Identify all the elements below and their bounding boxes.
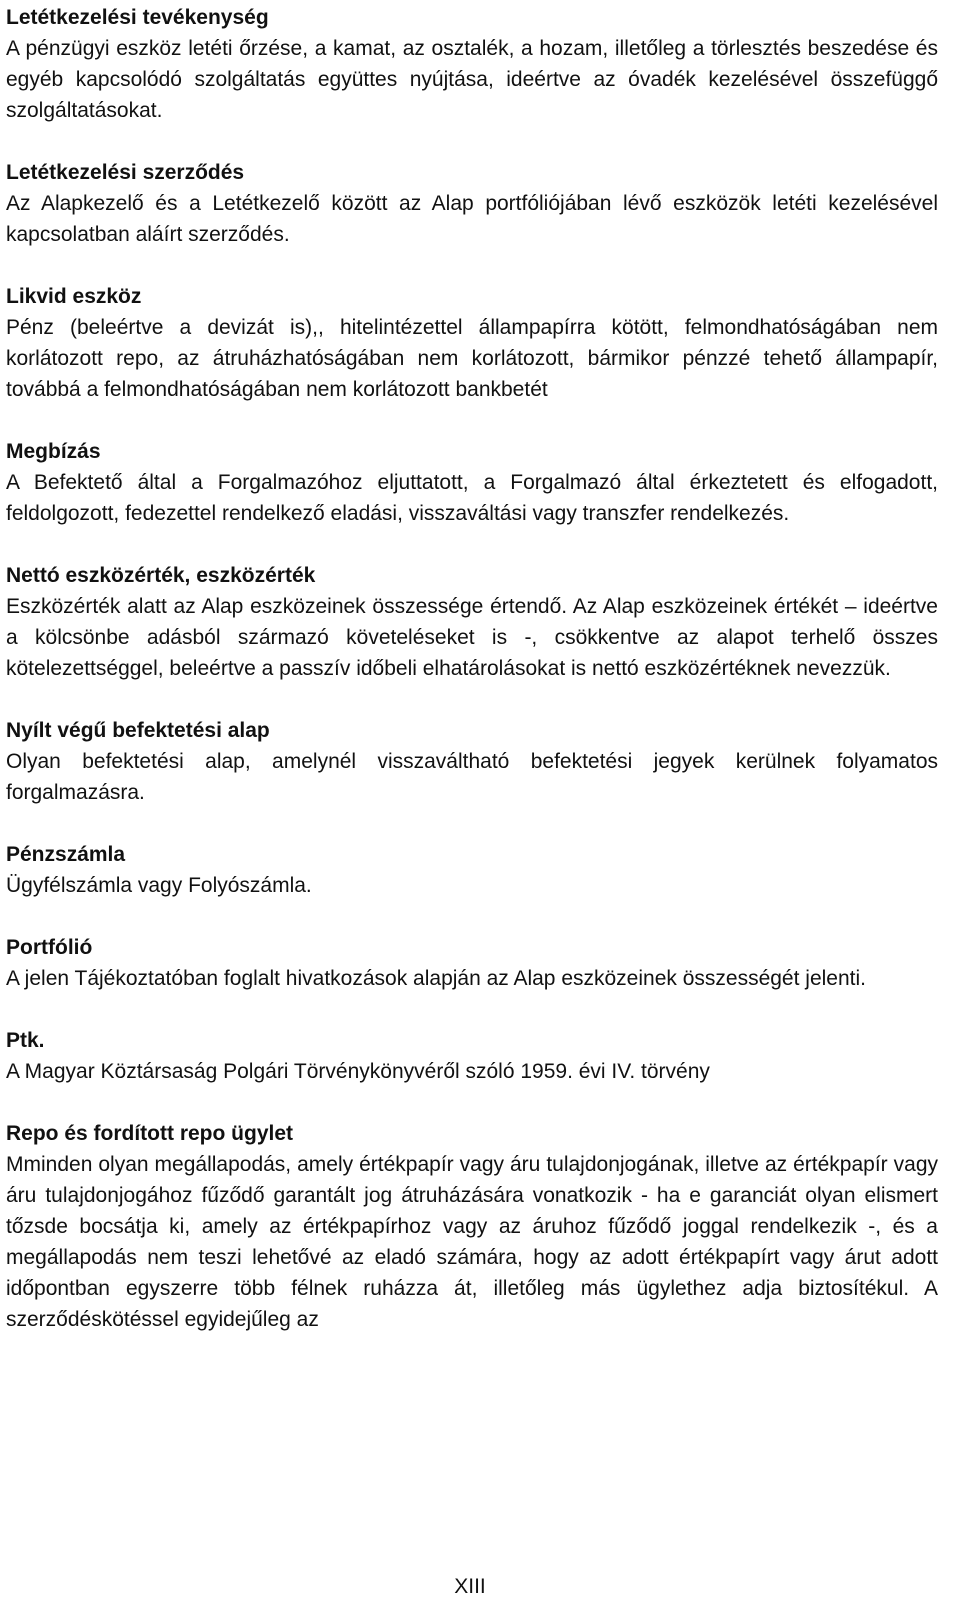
term-heading: Letétkezelési tevékenység bbox=[6, 6, 269, 29]
definition-entry bbox=[6, 715, 938, 808]
definition-entry bbox=[6, 1118, 938, 1335]
term-heading: Pénzszámla bbox=[6, 843, 126, 866]
term-definition: Ügyfélszámla vagy Folyószámla. bbox=[6, 874, 312, 897]
term-definition: Az Alapkezelő és a Letétkezelő között az Alap portfóliójában lévő eszközök letéti kezelésével kapcsolatban aláírt szerződés. bbox=[6, 192, 938, 246]
definition-entry bbox=[6, 2, 938, 126]
definition-entry bbox=[6, 1025, 938, 1087]
term-definition: A Magyar Köztársaság Polgári Törvénykönyvéről szóló 1959. évi IV. törvény bbox=[6, 1060, 710, 1083]
term-heading: Repo és fordított repo ügylet bbox=[6, 1122, 294, 1145]
page-number: XIII bbox=[454, 1575, 486, 1598]
term-definition: Mminden olyan megállapodás, amely értékpapír vagy áru tulajdonjogának, illetve az értékpapír vagy áru tulajdonjogához fűződő garantált jog átruházására vonatkozik - ha e garanciát olyan elismert tőzsde bocsátja ki, amely az értékpapírhoz vagy az áruhoz fűződő joggal rendelkezik -, és a megállapodás nem teszi lehetővé az eladó számára, hogy az adott értékpapírt vagy árut adott időpontban egyszerre több félnek ruházza át, illetőleg más ügylethez adja biztosítékul. A szerződéskötéssel egyidejűleg az bbox=[6, 1153, 938, 1331]
term-definition: Olyan befektetési alap, amelynél visszaváltható befektetési jegyek kerülnek folyamatos forgalmazásra. bbox=[6, 750, 938, 804]
term-heading: Megbízás bbox=[6, 440, 101, 463]
term-definition: Eszközérték alatt az Alap eszközeinek összessége értendő. Az Alap eszközeinek értékét – ideértve a kölcsönbe adásból származó követeléseket is -, csökkentve az alapot terhelő összes kötelezettséggel, beleértve a passzív időbeli elhatárolásokat is nettó eszközértéknek nevezzük. bbox=[6, 595, 938, 680]
term-heading: Portfólió bbox=[6, 936, 93, 959]
definition-entry bbox=[6, 281, 938, 405]
definition-entry bbox=[6, 560, 938, 684]
term-heading: Likvid eszköz bbox=[6, 285, 142, 308]
term-heading: Letétkezelési szerződés bbox=[6, 161, 245, 184]
term-heading: Ptk. bbox=[6, 1029, 45, 1052]
term-heading: Nyílt végű befektetési alap bbox=[6, 719, 270, 742]
term-definition: Pénz (beleértve a devizát is),, hitelintézettel állampapírra kötött, felmondhatóságában nem korlátozott repo, az átruházhatóságában nem korlátozott, bármikor pénzzé tehető állampapír, továbbá a felmondhatóságában nem korlátozott bankbetét bbox=[6, 316, 938, 401]
term-definition: A jelen Tájékoztatóban foglalt hivatkozások alapján az Alap eszközeinek összességét jelenti. bbox=[6, 967, 866, 990]
document-page bbox=[6, 2, 938, 1366]
term-definition: A pénzügyi eszköz letéti őrzése, a kamat, az osztalék, a hozam, illetőleg a törlesztés beszedése és egyéb kapcsolódó szolgáltatás együttes nyújtása, ideértve az óvadék kezelésével összefüggő szolgáltatásokat. bbox=[6, 37, 938, 122]
term-heading: Nettó eszközérték, eszközérték bbox=[6, 564, 316, 587]
definition-entry bbox=[6, 932, 938, 994]
term-definition: A Befektető által a Forgalmazóhoz eljuttatott, a Forgalmazó által érkeztetett és elfogadott, feldolgozott, fedezettel rendelkező eladási, visszaváltási vagy transzfer rendelkezés. bbox=[6, 471, 938, 525]
definition-entry bbox=[6, 839, 938, 901]
definition-entry bbox=[6, 436, 938, 529]
definition-entry bbox=[6, 157, 938, 250]
